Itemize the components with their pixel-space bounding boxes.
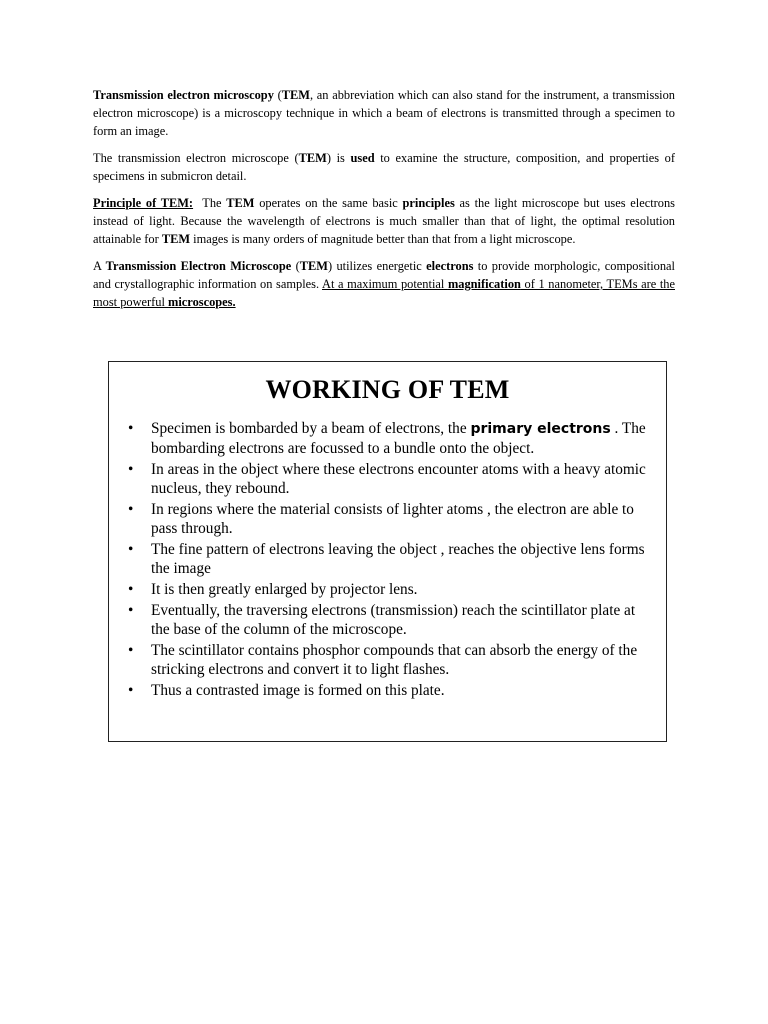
term-tem-microscope: Transmission Electron Microscope xyxy=(105,259,292,273)
paragraph-tem-principle xyxy=(93,194,675,248)
text-span: At a maximum potential xyxy=(322,277,448,291)
abbr-tem: TEM xyxy=(161,232,191,246)
text-span: to provide morphologic, compositional and crystallographic information on samples. xyxy=(93,259,675,291)
text-span: Specimen is bombarded by a beam of electrons, the xyxy=(151,420,471,437)
abbr-tem: TEM xyxy=(298,151,327,165)
text-span: , an abbreviation which can also stand for the instrument, a transmission electron microscope) is a microscopy technique in which a beam of electrons is transmitted through a specimen to form an image. xyxy=(93,88,675,138)
bullet-icon: • xyxy=(128,642,134,659)
keyword-principles: principles xyxy=(402,196,455,210)
bullet-icon: • xyxy=(128,501,134,518)
bullet-icon: • xyxy=(128,541,134,558)
keyword-microscopes: microscopes. xyxy=(168,295,236,309)
text-span: ( xyxy=(291,259,300,273)
list-item xyxy=(109,540,666,578)
text-span: ( xyxy=(273,88,282,102)
list-item xyxy=(109,500,666,538)
text-span: ) is xyxy=(326,151,351,165)
keyword-magnification: magnification xyxy=(447,277,521,291)
text-span: In areas in the object where these electrons encounter atoms with a heavy atomic nucleus, they rebound. xyxy=(151,461,646,497)
bullet-icon: • xyxy=(128,602,134,619)
paragraph-tem-definition xyxy=(93,86,675,140)
list-item xyxy=(109,419,666,458)
term-tem-microscopy: Transmission electron microscopy xyxy=(93,88,274,102)
text-span: to examine the structure, composition, and properties of specimens in submicron detail. xyxy=(93,151,676,183)
list-item xyxy=(109,641,666,679)
text-span: Thus a contrasted image is formed on this plate. xyxy=(151,682,445,699)
text-span: . The bombarding electrons are focussed to a bundle onto the object. xyxy=(151,420,646,457)
text-span: images is many orders of magnitude better than that from a light microscope. xyxy=(190,232,576,246)
list-item xyxy=(109,681,666,700)
keyword-used: used xyxy=(350,151,375,165)
abbr-tem: TEM xyxy=(299,259,328,273)
list-item xyxy=(109,580,666,599)
text-span: The scintillator contains phosphor compounds that can absorb the energy of the stricking electrons and convert it to light flashes. xyxy=(151,642,638,678)
document-body xyxy=(93,86,675,320)
keyword-primary-electrons: primary electrons xyxy=(470,421,611,437)
text-span: ) utilizes energetic xyxy=(327,259,427,273)
list-item xyxy=(109,601,666,639)
text-span: of 1 nanometer, TEMs are the most powerful xyxy=(93,277,675,309)
paragraph-tem-usage xyxy=(93,149,675,185)
text-span: operates on the same basic xyxy=(254,196,403,210)
working-of-tem-slide xyxy=(108,361,667,742)
text-span: A xyxy=(93,259,106,273)
text-span: The transmission electron microscope ( xyxy=(93,151,299,165)
text-span: It is then greatly enlarged by projector lens. xyxy=(151,581,418,598)
text-span: In regions where the material consists of lighter atoms , the electron are able to pass through. xyxy=(151,501,634,537)
abbr-tem: TEM xyxy=(226,196,255,210)
bullet-icon: • xyxy=(128,682,134,699)
bullet-icon: • xyxy=(128,420,134,437)
text-span: as the light microscope but uses electrons instead of light. Because the wavelength of electrons is much smaller than that of light, the optimal resolution attainable for xyxy=(93,196,676,246)
paragraph-tem-capabilities xyxy=(93,257,675,311)
slide-bullet-list xyxy=(109,419,666,700)
slide-title: WORKING OF TEM xyxy=(265,375,510,404)
text-span: Eventually, the traversing electrons (transmission) reach the scintillator plate at the base of the column of the microscope. xyxy=(151,602,636,638)
bullet-icon: • xyxy=(128,461,134,478)
keyword-electrons: electrons xyxy=(426,259,474,273)
abbr-tem: TEM xyxy=(281,88,310,102)
bullet-icon: • xyxy=(128,581,134,598)
list-item xyxy=(109,460,666,498)
text-span: The fine pattern of electrons leaving the object , reaches the objective lens forms the image xyxy=(151,541,645,577)
heading-principle-of-tem: Principle of TEM: xyxy=(93,196,194,210)
text-span: The xyxy=(193,196,227,210)
